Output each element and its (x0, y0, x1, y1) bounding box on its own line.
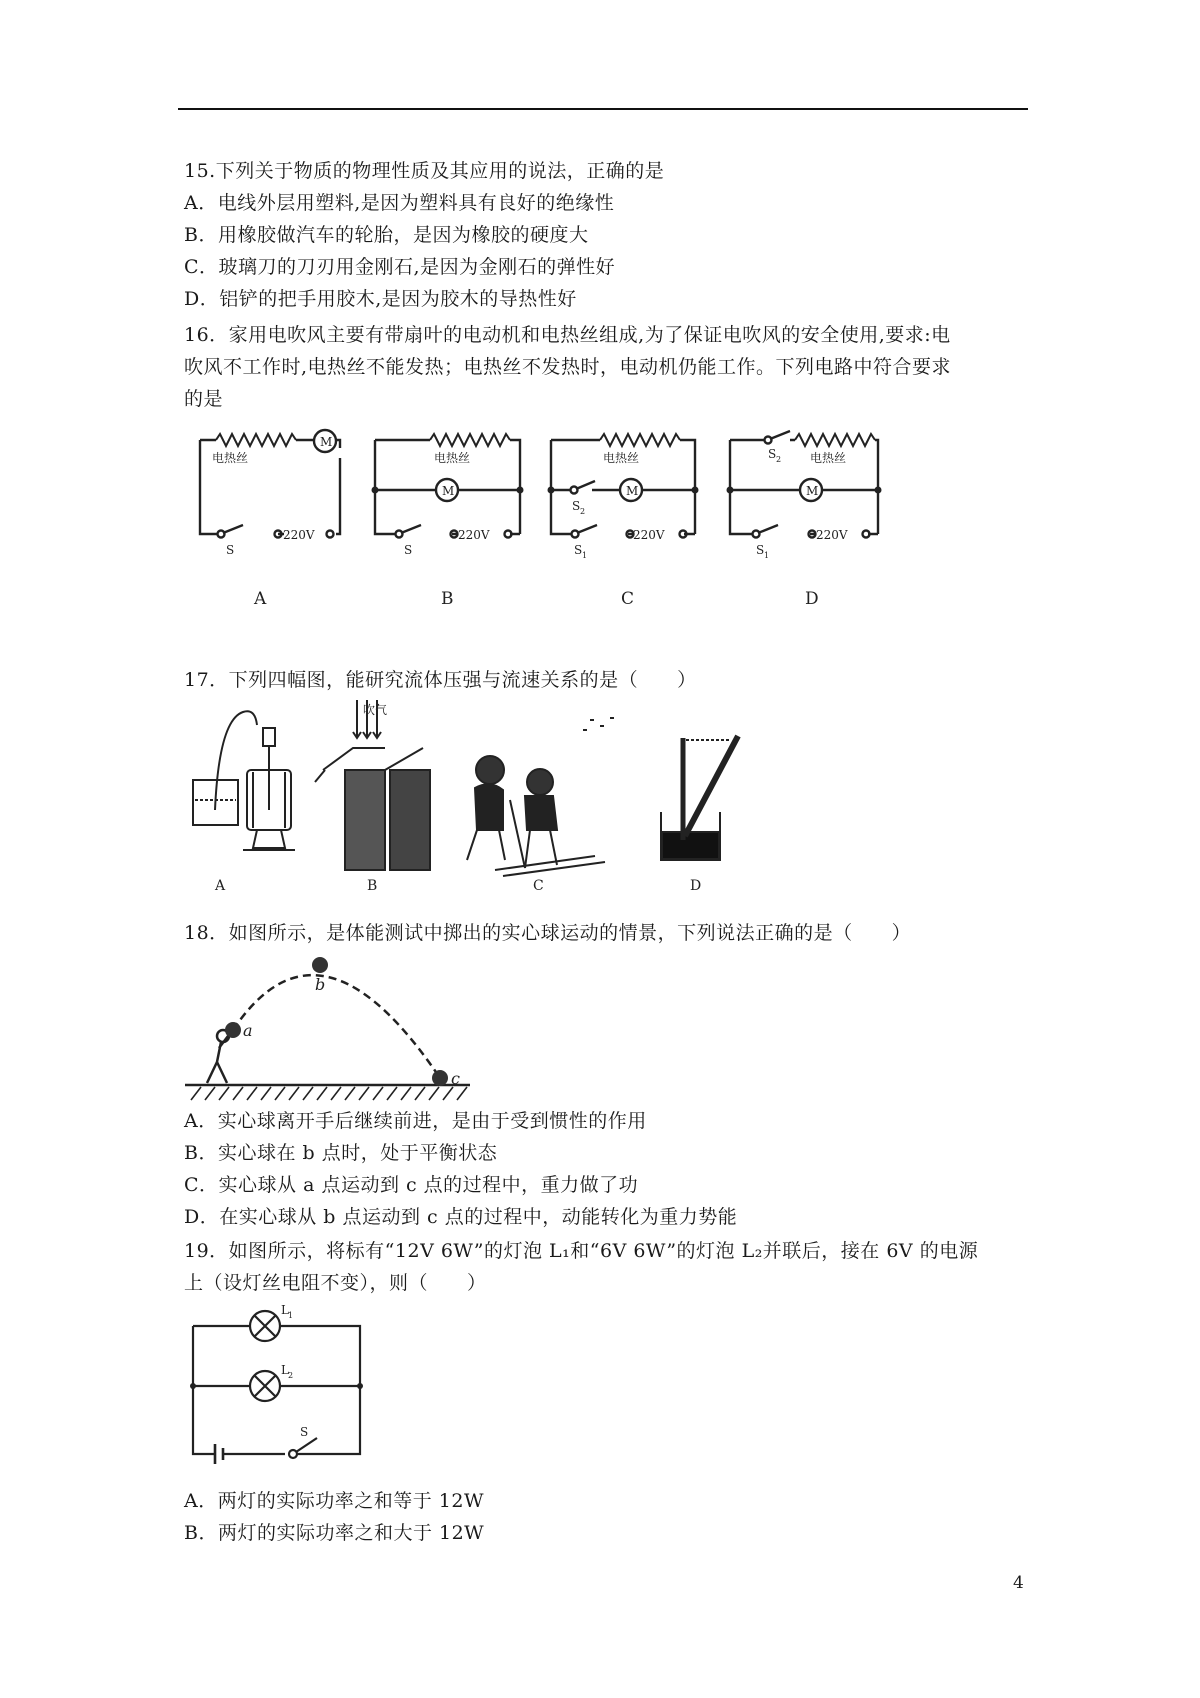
q19-stem-line-1: 19．如图所示，将标有“12V 6W”的灯泡 L₁和“6V 6W”的灯泡 L₂并联后，接在 6V 的电源 (184, 1240, 979, 1262)
circuit-d-voltage-label: 220V (816, 528, 848, 542)
header-rule (178, 108, 1028, 110)
lamp-l2-label: L (281, 1363, 289, 1377)
circuit-d-s1-label: S (756, 543, 765, 557)
circuit-d-s2-sub: 2 (776, 455, 782, 464)
ball-b (312, 957, 328, 973)
q16-caption-a: A (254, 589, 267, 609)
q16-stem-line-2: 吹风不工作时,电热丝不能发热；电热丝不发热时，电动机仍能工作。下列电路中符合要求 (184, 356, 952, 378)
circuit-c-heater-label: 电热丝 (603, 451, 640, 465)
q17-skiers (467, 718, 614, 876)
point-a-label: a (243, 1021, 253, 1040)
q17-caption-c: C (533, 878, 544, 894)
q16-caption-d: D (805, 589, 819, 609)
circuit-b-motor-label: M (442, 484, 455, 498)
circuit-a-motor-label: M (320, 435, 333, 449)
q18-option-c: C．实心球从 a 点运动到 c 点的过程中，重力做了功 (184, 1174, 639, 1196)
lamp-l1-label: L (281, 1303, 289, 1317)
circuit-c-motor-label: M (626, 484, 639, 498)
q18-stem: 18．如图所示，是体能测试中掷出的实心球运动的情景，下列说法正确的是（ ） (184, 922, 912, 944)
circuit-b-heater-label: 电热丝 (434, 451, 471, 465)
point-c-label: c (451, 1069, 460, 1088)
q15-option-b: B．用橡胶做汽车的轮胎，是因为橡胶的硬度大 (184, 224, 589, 246)
q15-option-d: D．铝铲的把手用胶木,是因为胶木的导热性好 (184, 288, 577, 310)
q17-blow-label: 吹气 (363, 703, 388, 717)
circuit-b-switch-label: S (404, 543, 413, 557)
circuit-c-s2-sub: 2 (580, 507, 586, 516)
circuit-a-voltage-label: 220V (283, 528, 315, 542)
circuit-b-voltage-label: 220V (458, 528, 490, 542)
q19-circuit-figure (185, 1300, 385, 1465)
circuit-d-wire (730, 440, 878, 534)
q18-option-d: D．在实心球从 b 点运动到 c 点的过程中，动能转化为重力势能 (184, 1206, 738, 1228)
lamp-l2-sub: 2 (288, 1371, 294, 1380)
q17-caption-d: D (690, 878, 702, 894)
q19-option-a: A．两灯的实际功率之和等于 12W (184, 1490, 484, 1512)
q16-stem-line-1: 16．家用电吹风主要有带扇叶的电动机和电热丝组成,为了保证电吹风的安全使用,要求:电 (184, 324, 951, 346)
q17-caption-a: A (215, 878, 226, 894)
q15-option-c: C．玻璃刀的刀刃用金刚石,是因为金刚石的弹性好 (184, 256, 616, 278)
q17-caption-b: B (367, 878, 378, 894)
ball-c (432, 1070, 448, 1086)
q17-tube-container (661, 736, 738, 860)
q17-beaker-apparatus (193, 711, 295, 850)
point-b-label: b (315, 975, 326, 994)
q17-stem: 17．下列四幅图，能研究流体压强与流速关系的是（ ） (184, 669, 697, 691)
circuit-c-voltage-label: 220V (633, 528, 665, 542)
page-number: 4 (1013, 1573, 1024, 1593)
q15-option-a: A．电线外层用塑料,是因为塑料具有良好的绝缘性 (184, 192, 615, 214)
circuit-d-s1-sub: 1 (764, 551, 770, 560)
circuit-c-s2-label: S (572, 499, 581, 513)
q17-figure (185, 700, 825, 895)
circuit-a-switch-label: S (226, 543, 235, 557)
q15-stem: 15.下列关于物质的物理性质及其应用的说法，正确的是 (184, 160, 665, 182)
q17-paper-sheets (315, 700, 430, 870)
q19-stem-line-2: 上（设灯丝电阻不变），则（ ） (184, 1272, 487, 1294)
circuit-d-motor-label: M (806, 484, 819, 498)
circuit-d-heater-label: 电热丝 (810, 451, 847, 465)
q19-option-b: B．两灯的实际功率之和大于 12W (184, 1522, 485, 1544)
q16-caption-b: B (441, 589, 454, 609)
q16-circuit-figure (190, 428, 970, 618)
circuit-a-heater-label: 电热丝 (212, 451, 249, 465)
switch-s-label: S (300, 1425, 309, 1439)
trajectory-path (233, 975, 440, 1078)
q16-caption-c: C (621, 589, 635, 609)
circuit-c-s1-label: S (574, 543, 583, 557)
circuit-d-s2-label: S (768, 447, 777, 461)
lamp-l1-sub: 1 (288, 1311, 294, 1320)
q18-trajectory-figure (185, 950, 475, 1105)
ball-a (225, 1022, 241, 1038)
q18-option-b: B．实心球在 b 点时，处于平衡状态 (184, 1142, 498, 1164)
q16-stem-line-3: 的是 (184, 388, 224, 410)
q18-option-a: A．实心球离开手后继续前进，是由于受到惯性的作用 (184, 1110, 647, 1132)
circuit-c-s1-sub: 1 (582, 551, 588, 560)
